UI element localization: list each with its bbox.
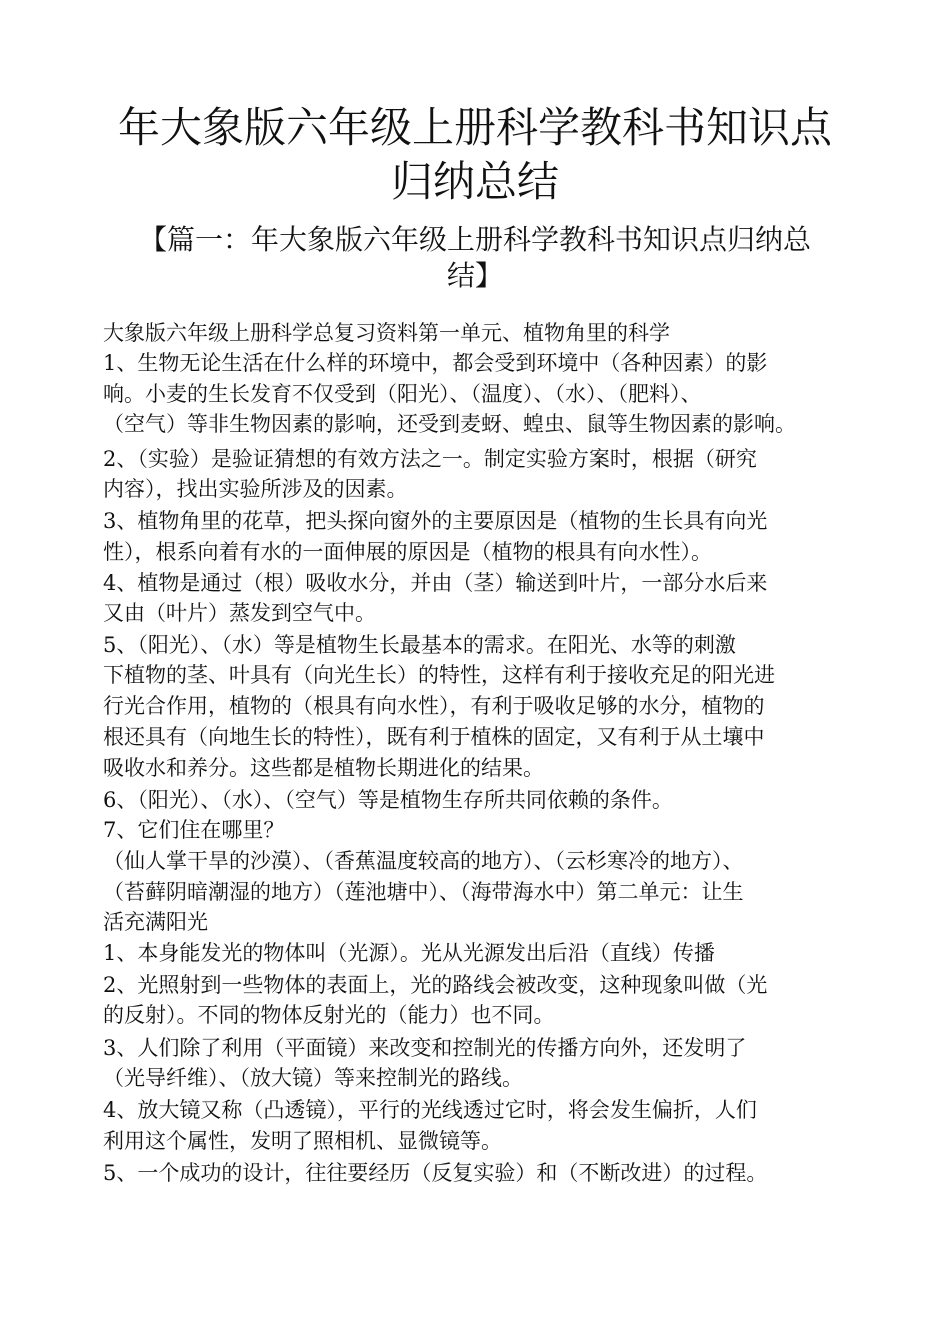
body-line: 利用这个属性，发明了照相机、显微镜等。 <box>103 1129 502 1153</box>
body-line: 2、（实验）是验证猜想的有效方法之一。制定实验方案时，根据（研究 <box>103 447 757 471</box>
title-line-1: 年大象版六年级上册科学教科书知识点 <box>117 103 832 152</box>
body-line: 4、放大镜又称（凸透镜），平行的光线透过它时，将会发生偏折，人们 <box>103 1098 757 1122</box>
body-line: 的反射）。不同的物体反射光的（能力）也不同。 <box>103 1003 555 1027</box>
body-line: （苔藓阴暗潮湿的地方）（莲池塘中）、（海带海水中）第二单元：让生 <box>103 880 744 904</box>
body-line: 行光合作用，植物的（根具有向水性），有利于吸收足够的水分，植物的 <box>103 694 765 718</box>
body-line: 内容），找出实验所涉及的因素。 <box>103 477 408 501</box>
body-line: 性），根系向着有水的一面伸展的原因是（植物的根具有向水性）。 <box>103 540 712 564</box>
body-line: 活充满阳光 <box>103 910 208 934</box>
body-line: 6、（阳光）、（水）、（空气）等是植物生存所共同依赖的条件。 <box>103 788 673 812</box>
body-line: 1、生物无论生活在什么样的环境中，都会受到环境中（各种因素）的影 <box>103 351 768 375</box>
body-line: 响。小麦的生长发育不仅受到（阳光）、（温度）、（水）、（肥料）、 <box>103 382 702 406</box>
body-line: 7、它们住在哪里？ <box>103 818 285 842</box>
body-line: 又由（叶片）蒸发到空气中。 <box>103 601 376 625</box>
body-line: （仙人掌干旱的沙漠）、（香蕉温度较高的地方）、（云杉寒冷的地方）、 <box>103 849 744 873</box>
body-line: 吸收水和养分。这些都是植物长期进化的结果。 <box>103 756 544 780</box>
subtitle-line-1: 【篇一：年大象版六年级上册科学教科书知识点归纳总 <box>138 223 811 256</box>
body-line: 下植物的茎、叶具有（向光生长）的特性，这样有利于接收充足的阳光进 <box>103 663 775 687</box>
title-line-2: 归纳总结 <box>390 157 559 206</box>
body-line: （空气）等非生物因素的影响，还受到麦蚜、蝗虫、鼠等生物因素的影响。 <box>103 412 796 436</box>
body-line: 5、一个成功的设计，往往要经历（反复实验）和（不断改进）的过程。 <box>103 1161 768 1185</box>
body-line: 1、本身能发光的物体叫（光源）。光从光源发出后沿（直线）传播 <box>103 941 715 965</box>
body-line: 2、光照射到一些物体的表面上，光的路线会被改变，这种现象叫做（光 <box>103 973 768 997</box>
body-line: 3、植物角里的花草，把头探向窗外的主要原因是（植物的生长具有向光 <box>103 509 768 533</box>
body-line: 大象版六年级上册科学总复习资料第一单元、植物角里的科学 <box>103 321 670 345</box>
body-line: 4、植物是通过（根）吸收水分，并由（茎）输送到叶片，一部分水后来 <box>103 571 768 595</box>
body-line: 根还具有（向地生长的特性），既有利于植株的固定，又有利于从土壤中 <box>103 725 765 749</box>
body-line: （光导纤维）、（放大镜）等来控制光的路线。 <box>103 1066 523 1090</box>
subtitle-line-2: 结】 <box>446 259 503 292</box>
body-line: 5、（阳光）、（水）等是植物生长最基本的需求。在阳光、水等的刺激 <box>103 633 736 657</box>
body-line: 3、人们除了利用（平面镜）来改变和控制光的传播方向外，还发明了 <box>103 1036 747 1060</box>
